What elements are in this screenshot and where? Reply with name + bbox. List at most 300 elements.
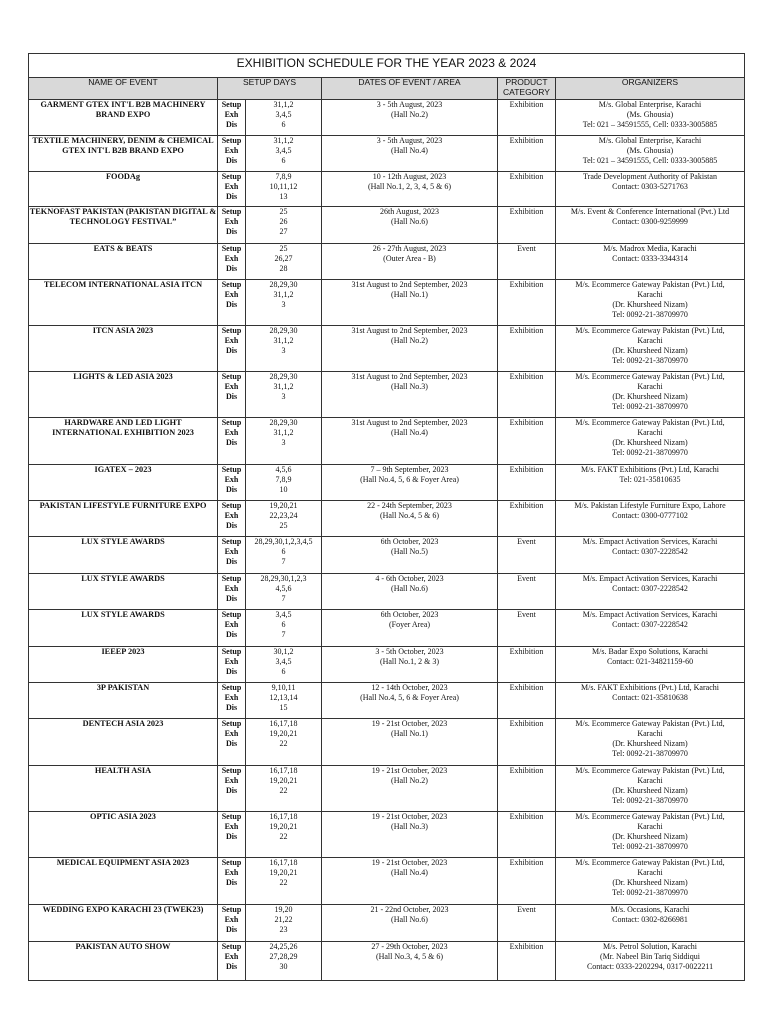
product-category: Exhibition <box>498 719 556 766</box>
date-line: (Hall No.6) <box>391 217 428 226</box>
day-line: 24,25,26 <box>269 942 298 951</box>
event-name: ITCN ASIA 2023 <box>29 326 218 372</box>
phase-label-line: Exh <box>224 952 239 961</box>
day-line: 3,4,5 <box>275 610 292 619</box>
phase-label-line: Setup <box>221 683 242 692</box>
organizer-line: M/s. Ecommerce Gateway Pakistan (Pvt.) Ltd, <box>575 719 725 728</box>
date-line: (Hall No.1) <box>391 729 428 738</box>
setup-exh-dis-labels <box>218 719 246 766</box>
product-category: Event <box>498 610 556 647</box>
day-line: 28 <box>279 264 288 273</box>
organizer-line: Contact: 0303-5271763 <box>612 182 688 191</box>
table-row <box>29 280 745 326</box>
date-line: (Outer Area - B) <box>383 254 436 263</box>
organizer <box>556 207 745 244</box>
organizer-line: M/s. Empact Activation Services, Karachi <box>582 537 718 546</box>
day-line: 22 <box>279 878 288 887</box>
product-category: Exhibition <box>498 501 556 537</box>
phase-label-line: Dis <box>225 962 238 971</box>
day-line: 3 <box>281 392 286 401</box>
event-name: PAKISTAN LIFESTYLE FURNITURE EXPO <box>29 501 218 537</box>
setup-days <box>246 280 322 326</box>
day-line: 22 <box>279 739 288 748</box>
setup-days <box>246 501 322 537</box>
organizer-line: Karachi <box>637 822 663 831</box>
organizer-line: Tel: 0092-21-38709970 <box>612 356 688 365</box>
organizer <box>556 858 745 905</box>
setup-exh-dis-labels <box>218 537 246 574</box>
product-category: Exhibition <box>498 207 556 244</box>
event-dates-area <box>322 207 498 244</box>
setup-days <box>246 905 322 942</box>
date-line: 26 - 27th August, 2023 <box>372 244 447 253</box>
day-line: 25 <box>279 207 288 216</box>
table-row <box>29 766 745 812</box>
table-row <box>29 418 745 465</box>
phase-label-line: Setup <box>221 537 242 546</box>
phase-label-line: Exh <box>224 182 239 191</box>
event-dates-area <box>322 683 498 719</box>
day-line: 3 <box>281 438 286 447</box>
organizer-line: M/s. Ecommerce Gateway Pakistan (Pvt.) Ltd, <box>575 858 725 867</box>
header-setup-days: SETUP DAYS <box>218 78 322 100</box>
phase-label-line: Setup <box>221 244 242 253</box>
organizer <box>556 683 745 719</box>
phase-label-line: Setup <box>221 574 242 583</box>
phase-label-line: Exh <box>224 254 239 263</box>
table-row <box>29 372 745 418</box>
date-line: (Hall No.4) <box>391 428 428 437</box>
date-line: 12 - 14th October, 2023 <box>371 683 448 692</box>
phase-label-line: Dis <box>225 300 238 309</box>
organizer-line: M/s. Empact Activation Services, Karachi <box>582 610 718 619</box>
phase-label-line: Setup <box>221 280 242 289</box>
organizer-line: M/s. FAKT Exhibitions (Pvt.) Ltd, Karachi <box>581 465 719 474</box>
phase-label-line: Exh <box>224 382 239 391</box>
setup-days <box>246 942 322 981</box>
day-line: 16,17,18 <box>269 858 298 867</box>
organizer-line: Tel: 0092-21-38709970 <box>612 842 688 851</box>
event-name: LUX STYLE AWARDS <box>29 537 218 574</box>
setup-exh-dis-labels <box>218 136 246 172</box>
exhibition-schedule-table <box>28 53 745 981</box>
phase-label-line: Setup <box>221 766 242 775</box>
schedule-title: EXHIBITION SCHEDULE FOR THE YEAR 2023 & 2024 <box>29 54 745 78</box>
phase-label-line: Setup <box>221 647 242 656</box>
organizer <box>556 418 745 465</box>
day-line: 6 <box>281 120 286 129</box>
setup-exh-dis-labels <box>218 610 246 647</box>
phase-label-line: Setup <box>221 610 242 619</box>
date-line: 31st August to 2nd September, 2023 <box>351 326 468 335</box>
organizer <box>556 574 745 610</box>
organizer <box>556 719 745 766</box>
phase-label-line: Dis <box>225 786 238 795</box>
date-line: 22 - 24th September, 2023 <box>367 501 452 510</box>
setup-days <box>246 136 322 172</box>
product-category: Exhibition <box>498 418 556 465</box>
date-line: 3 - 5th August, 2023 <box>376 100 443 109</box>
organizer-line: Tel: 0092-21-38709970 <box>612 402 688 411</box>
setup-days <box>246 574 322 610</box>
organizer-line: Contact: 0300-9259999 <box>612 217 688 226</box>
day-line: 19,20 <box>274 905 293 914</box>
day-line: 27 <box>279 227 288 236</box>
setup-exh-dis-labels <box>218 766 246 812</box>
day-line: 28,29,30,1,2,3 <box>260 574 307 583</box>
setup-days <box>246 610 322 647</box>
phase-label-line: Exh <box>224 868 239 877</box>
organizer-line: M/s. Ecommerce Gateway Pakistan (Pvt.) Ltd, <box>575 418 725 427</box>
organizer-line: Contact: 0333-3344314 <box>612 254 688 263</box>
day-line: 25 <box>279 244 288 253</box>
product-category: Exhibition <box>498 172 556 207</box>
day-line: 22,23,24 <box>269 511 298 520</box>
organizer-line: Trade Development Authority of Pakistan <box>583 172 717 181</box>
organizer-line: Contact: 0307-2228542 <box>612 584 688 593</box>
day-line: 12,13,14 <box>269 693 298 702</box>
event-dates-area <box>322 280 498 326</box>
day-line: 16,17,18 <box>269 812 298 821</box>
setup-days <box>246 172 322 207</box>
organizer <box>556 942 745 981</box>
organizer-line: Tel: 0092-21-38709970 <box>612 888 688 897</box>
event-name: IGATEX – 2023 <box>29 465 218 501</box>
phase-label-line: Exh <box>224 511 239 520</box>
organizer-line: M/s. Global Enterprise, Karachi <box>598 100 702 109</box>
setup-days <box>246 372 322 418</box>
organizer-line: Tel: 0092-21-38709970 <box>612 448 688 457</box>
day-line: 31,1,2 <box>273 136 294 145</box>
day-line: 10 <box>279 485 288 494</box>
date-line: (Hall No.6) <box>391 584 428 593</box>
phase-label-line: Exh <box>224 620 239 629</box>
phase-label-line: Exh <box>224 693 239 702</box>
event-dates-area <box>322 501 498 537</box>
organizer-line: M/s. Ecommerce Gateway Pakistan (Pvt.) Ltd, <box>575 372 725 381</box>
day-line: 22 <box>279 832 288 841</box>
day-line: 4,5,6 <box>275 584 292 593</box>
date-line: 19 - 21st October, 2023 <box>371 858 448 867</box>
phase-label-line: Dis <box>225 832 238 841</box>
organizer-line: Karachi <box>637 428 663 437</box>
organizer-line: M/s. Petrol Solution, Karachi <box>603 942 697 951</box>
product-category: Exhibition <box>498 326 556 372</box>
phase-label-line: Dis <box>225 925 238 934</box>
organizer-line: M/s. Ecommerce Gateway Pakistan (Pvt.) Ltd, <box>575 326 725 335</box>
phase-label-line: Exh <box>224 336 239 345</box>
date-line: (Hall No.1, 2 & 3) <box>379 657 440 666</box>
event-name: PAKISTAN AUTO SHOW <box>29 942 218 981</box>
phase-label-line: Dis <box>225 739 238 748</box>
table-row <box>29 326 745 372</box>
event-dates-area <box>322 418 498 465</box>
organizer-line: Tel: 0092-21-38709970 <box>612 310 688 319</box>
product-category: Exhibition <box>498 858 556 905</box>
phase-label-line: Exh <box>224 290 239 299</box>
phase-label-line: Exh <box>224 217 239 226</box>
table-row <box>29 465 745 501</box>
date-line: 4 - 6th October, 2023 <box>375 574 444 583</box>
event-name: WEDDING EXPO KARACHI 23 (TWEK23) <box>29 905 218 942</box>
event-name: HARDWARE AND LED LIGHT INTERNATIONAL EXHIBITION 2023 <box>29 418 218 465</box>
organizer-line: Contact: 0307-2228542 <box>612 620 688 629</box>
phase-label-line: Exh <box>224 776 239 785</box>
setup-exh-dis-labels <box>218 172 246 207</box>
event-dates-area <box>322 172 498 207</box>
date-line: 19 - 21st October, 2023 <box>371 766 448 775</box>
phase-label-line: Exh <box>224 428 239 437</box>
organizer-line: (Ms. Ghousia) <box>626 146 674 155</box>
setup-days <box>246 719 322 766</box>
phase-label-line: Setup <box>221 172 242 181</box>
setup-exh-dis-labels <box>218 683 246 719</box>
date-line: (Hall No.4, 5, 6 & Foyer Area) <box>360 693 459 702</box>
event-name: IEEEP 2023 <box>29 647 218 683</box>
day-line: 6 <box>281 547 286 556</box>
event-name: FOODAg <box>29 172 218 207</box>
day-line: 3,4,5 <box>275 146 292 155</box>
day-line: 3 <box>281 346 286 355</box>
organizer <box>556 100 745 136</box>
schedule-rows <box>29 100 745 981</box>
phase-label-line: Exh <box>224 729 239 738</box>
date-line: (Hall No.3) <box>391 822 428 831</box>
event-dates-area <box>322 905 498 942</box>
event-name: LIGHTS & LED ASIA 2023 <box>29 372 218 418</box>
day-line: 6 <box>281 667 286 676</box>
setup-exh-dis-labels <box>218 100 246 136</box>
date-line: 6th October, 2023 <box>380 610 439 619</box>
phase-label-line: Exh <box>224 547 239 556</box>
organizer-line: Karachi <box>637 382 663 391</box>
day-line: 19,20,21 <box>269 822 298 831</box>
table-row <box>29 136 745 172</box>
event-name: LUX STYLE AWARDS <box>29 610 218 647</box>
phase-label-line: Dis <box>225 438 238 447</box>
day-line: 22 <box>279 786 288 795</box>
event-name: LUX STYLE AWARDS <box>29 574 218 610</box>
organizer-line: (Dr. Khursheed Nizam) <box>612 878 688 887</box>
day-line: 7 <box>281 557 286 566</box>
setup-exh-dis-labels <box>218 812 246 858</box>
organizer <box>556 372 745 418</box>
event-dates-area <box>322 372 498 418</box>
date-line: (Hall No.3, 4, 5 & 6) <box>375 952 444 961</box>
organizer-line: M/s. Badar Expo Solutions, Karachi <box>592 647 708 656</box>
organizer-line: (Dr. Khursheed Nizam) <box>612 832 688 841</box>
phase-label-line: Exh <box>224 475 239 484</box>
date-line: (Hall No.2) <box>391 110 428 119</box>
phase-label-line: Exh <box>224 110 239 119</box>
organizer-line: M/s. Pakistan Lifestyle Furniture Expo, Lahore <box>574 501 726 510</box>
date-line: (Hall No.4) <box>391 868 428 877</box>
event-dates-area <box>322 100 498 136</box>
organizer <box>556 610 745 647</box>
organizer-line: M/s. Ecommerce Gateway Pakistan (Pvt.) Ltd, <box>575 812 725 821</box>
organizer-line: Contact: 0300-0777102 <box>612 511 688 520</box>
day-line: 15 <box>279 703 288 712</box>
table-row <box>29 942 745 981</box>
organizer-line: M/s. Occasions, Karachi <box>610 905 690 914</box>
product-category: Exhibition <box>498 136 556 172</box>
date-line: (Hall No.2) <box>391 336 428 345</box>
organizer-line: Contact: 021-35810638 <box>612 693 688 702</box>
setup-days <box>246 418 322 465</box>
setup-days <box>246 858 322 905</box>
organizer-line: Tel: 021-35810635 <box>619 475 681 484</box>
phase-label-line: Dis <box>225 557 238 566</box>
organizer-line: Karachi <box>637 729 663 738</box>
organizer <box>556 812 745 858</box>
setup-exh-dis-labels <box>218 280 246 326</box>
organizer-line: Contact: 0333-2202294, 0317-0022211 <box>586 962 714 971</box>
setup-days <box>246 326 322 372</box>
phase-label-line: Dis <box>225 878 238 887</box>
phase-label-line: Dis <box>225 120 238 129</box>
organizer <box>556 136 745 172</box>
setup-days <box>246 100 322 136</box>
date-line: (Foyer Area) <box>388 620 431 629</box>
event-name: TELECOM INTERNATIONAL ASIA ITCN <box>29 280 218 326</box>
event-dates-area <box>322 858 498 905</box>
organizer-line: M/s. Empact Activation Services, Karachi <box>582 574 718 583</box>
phase-label-line: Dis <box>225 630 238 639</box>
organizer-line: Karachi <box>637 290 663 299</box>
organizer-line: M/s. Global Enterprise, Karachi <box>598 136 702 145</box>
phase-label-line: Setup <box>221 812 242 821</box>
day-line: 31,1,2 <box>273 336 294 345</box>
day-line: 19,20,21 <box>269 776 298 785</box>
event-name: EATS & BEATS <box>29 244 218 280</box>
organizer <box>556 244 745 280</box>
organizer-line: (Dr. Khursheed Nizam) <box>612 346 688 355</box>
organizer <box>556 647 745 683</box>
phase-label-line: Dis <box>225 192 238 201</box>
date-line: 26th August, 2023 <box>380 207 439 216</box>
date-line: 19 - 21st October, 2023 <box>371 812 448 821</box>
setup-days <box>246 812 322 858</box>
table-row <box>29 610 745 647</box>
day-line: 21,22 <box>274 915 293 924</box>
setup-days <box>246 537 322 574</box>
phase-label-line: Setup <box>221 326 242 335</box>
organizer <box>556 465 745 501</box>
organizer-line: Karachi <box>637 776 663 785</box>
date-line: 7 – 9th September, 2023 <box>370 465 449 474</box>
day-line: 3,4,5 <box>275 110 292 119</box>
product-category: Exhibition <box>498 100 556 136</box>
product-category: Event <box>498 574 556 610</box>
phase-label-line: Dis <box>225 594 238 603</box>
table-row <box>29 100 745 136</box>
product-category: Exhibition <box>498 647 556 683</box>
organizer <box>556 537 745 574</box>
product-category: Exhibition <box>498 683 556 719</box>
day-line: 28,29,30 <box>269 280 298 289</box>
table-row <box>29 683 745 719</box>
day-line: 7,8,9 <box>275 172 292 181</box>
table-row <box>29 244 745 280</box>
event-dates-area <box>322 326 498 372</box>
setup-exh-dis-labels <box>218 372 246 418</box>
event-name: TEXTILE MACHINERY, DENIM & CHEMICAL GTEX INT'L B2B BRAND EXPO <box>29 136 218 172</box>
phase-label-line: Setup <box>221 501 242 510</box>
date-line: 21 - 22nd October, 2023 <box>370 905 449 914</box>
day-line: 28,29,30,1,2,3,4,5 <box>254 537 313 546</box>
phase-label-line: Dis <box>225 346 238 355</box>
organizer <box>556 905 745 942</box>
organizer-line: M/s. Ecommerce Gateway Pakistan (Pvt.) Ltd, <box>575 766 725 775</box>
table-row <box>29 574 745 610</box>
header-dates: DATES OF EVENT / AREA <box>322 78 498 100</box>
phase-label-line: Setup <box>221 136 242 145</box>
table-row <box>29 207 745 244</box>
phase-label-line: Setup <box>221 465 242 474</box>
organizer <box>556 280 745 326</box>
day-line: 7 <box>281 630 286 639</box>
event-dates-area <box>322 647 498 683</box>
day-line: 7 <box>281 594 286 603</box>
organizer-line: (Dr. Khursheed Nizam) <box>612 786 688 795</box>
phase-label-line: Exh <box>224 915 239 924</box>
phase-label-line: Setup <box>221 942 242 951</box>
phase-label-line: Setup <box>221 858 242 867</box>
day-line: 16,17,18 <box>269 766 298 775</box>
setup-exh-dis-labels <box>218 574 246 610</box>
event-name: GARMENT GTEX INT'L B2B MACHINERY BRAND EXPO <box>29 100 218 136</box>
organizer-line: (Mr. Nabeel Bin Tariq Siddiqui <box>600 952 700 961</box>
day-line: 19,20,21 <box>269 501 298 510</box>
setup-exh-dis-labels <box>218 501 246 537</box>
setup-exh-dis-labels <box>218 647 246 683</box>
event-dates-area <box>322 812 498 858</box>
day-line: 10,11,12 <box>269 182 298 191</box>
setup-exh-dis-labels <box>218 244 246 280</box>
organizer-line: (Dr. Khursheed Nizam) <box>612 300 688 309</box>
day-line: 28,29,30 <box>269 372 298 381</box>
setup-exh-dis-labels <box>218 905 246 942</box>
header-organizers: ORGANIZERS <box>556 78 745 100</box>
organizer-line: Contact: 0302-8266981 <box>612 915 688 924</box>
organizer <box>556 501 745 537</box>
day-line: 19,20,21 <box>269 729 298 738</box>
day-line: 31,1,2 <box>273 382 294 391</box>
table-row <box>29 647 745 683</box>
date-line: (Hall No.4, 5 & 6) <box>379 511 440 520</box>
day-line: 19,20,21 <box>269 868 298 877</box>
setup-days <box>246 244 322 280</box>
setup-days <box>246 766 322 812</box>
day-line: 16,17,18 <box>269 719 298 728</box>
organizer-line: Contact: 021-34821159-60 <box>606 657 694 666</box>
phase-label-line: Setup <box>221 372 242 381</box>
date-line: (Hall No.4, 5, 6 & Foyer Area) <box>360 475 459 484</box>
event-dates-area <box>322 244 498 280</box>
event-name: HEALTH ASIA <box>29 766 218 812</box>
event-name: TEKNOFAST PAKISTAN (PAKISTAN DIGITAL & TECHNOLOGY FESTIVAL” <box>29 207 218 244</box>
header-product-category: PRODUCT CATEGORY <box>498 78 556 100</box>
event-name: DENTECH ASIA 2023 <box>29 719 218 766</box>
event-name: OPTIC ASIA 2023 <box>29 812 218 858</box>
day-line: 6 <box>281 156 286 165</box>
event-dates-area <box>322 136 498 172</box>
organizer-line: Contact: 0307-2228542 <box>612 547 688 556</box>
setup-exh-dis-labels <box>218 418 246 465</box>
organizer-line: (Dr. Khursheed Nizam) <box>612 438 688 447</box>
event-dates-area <box>322 537 498 574</box>
day-line: 3,4,5 <box>275 657 292 666</box>
